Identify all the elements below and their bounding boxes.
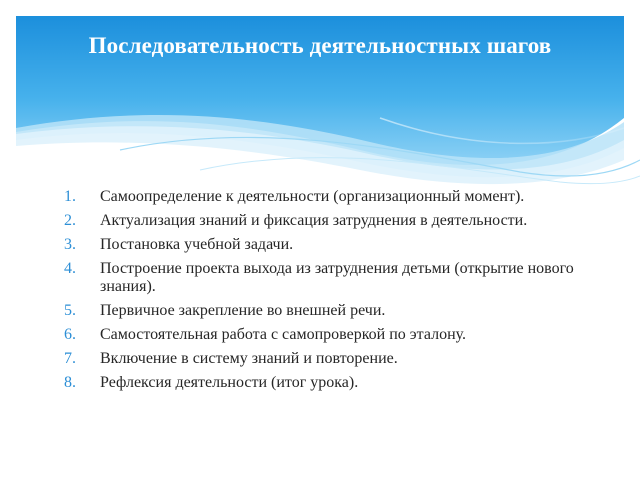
- step-number: 2.: [64, 212, 76, 229]
- list-item: [64, 212, 584, 230]
- step-number: 7.: [64, 350, 76, 367]
- step-text: Постановка учебной задачи.: [100, 236, 294, 253]
- step-number: 3.: [64, 236, 76, 253]
- step-number: 4.: [64, 260, 76, 277]
- step-number: 6.: [64, 326, 76, 343]
- slide-title: Последовательность деятельностных шагов: [88, 33, 552, 58]
- step-text: Самостоятельная работа с самопроверкой по эталону.: [100, 326, 467, 343]
- step-text: Включение в систему знаний и повторение.: [100, 350, 398, 367]
- list-item: [64, 302, 584, 320]
- step-number: 1.: [64, 188, 76, 205]
- list-item: [64, 326, 584, 344]
- step-number: 5.: [64, 302, 76, 319]
- list-item: [64, 188, 584, 206]
- list-item: [64, 374, 584, 392]
- list-item: [64, 260, 584, 296]
- list-item: [64, 236, 584, 254]
- step-text: Самоопределение к деятельности (организационный момент).: [100, 188, 525, 205]
- step-text: Построение проекта выхода из затруднения детьми (открытие нового знания).: [100, 260, 574, 295]
- step-text: Рефлексия деятельности (итог урока).: [100, 374, 359, 391]
- header-wave-background: [0, 0, 640, 200]
- step-number: 8.: [64, 374, 76, 391]
- list-item: [64, 350, 584, 368]
- steps-list: [64, 188, 584, 398]
- step-text: Актуализация знаний и фиксация затруднения в деятельности.: [100, 212, 528, 229]
- step-text: Первичное закрепление во внешней речи.: [100, 302, 386, 319]
